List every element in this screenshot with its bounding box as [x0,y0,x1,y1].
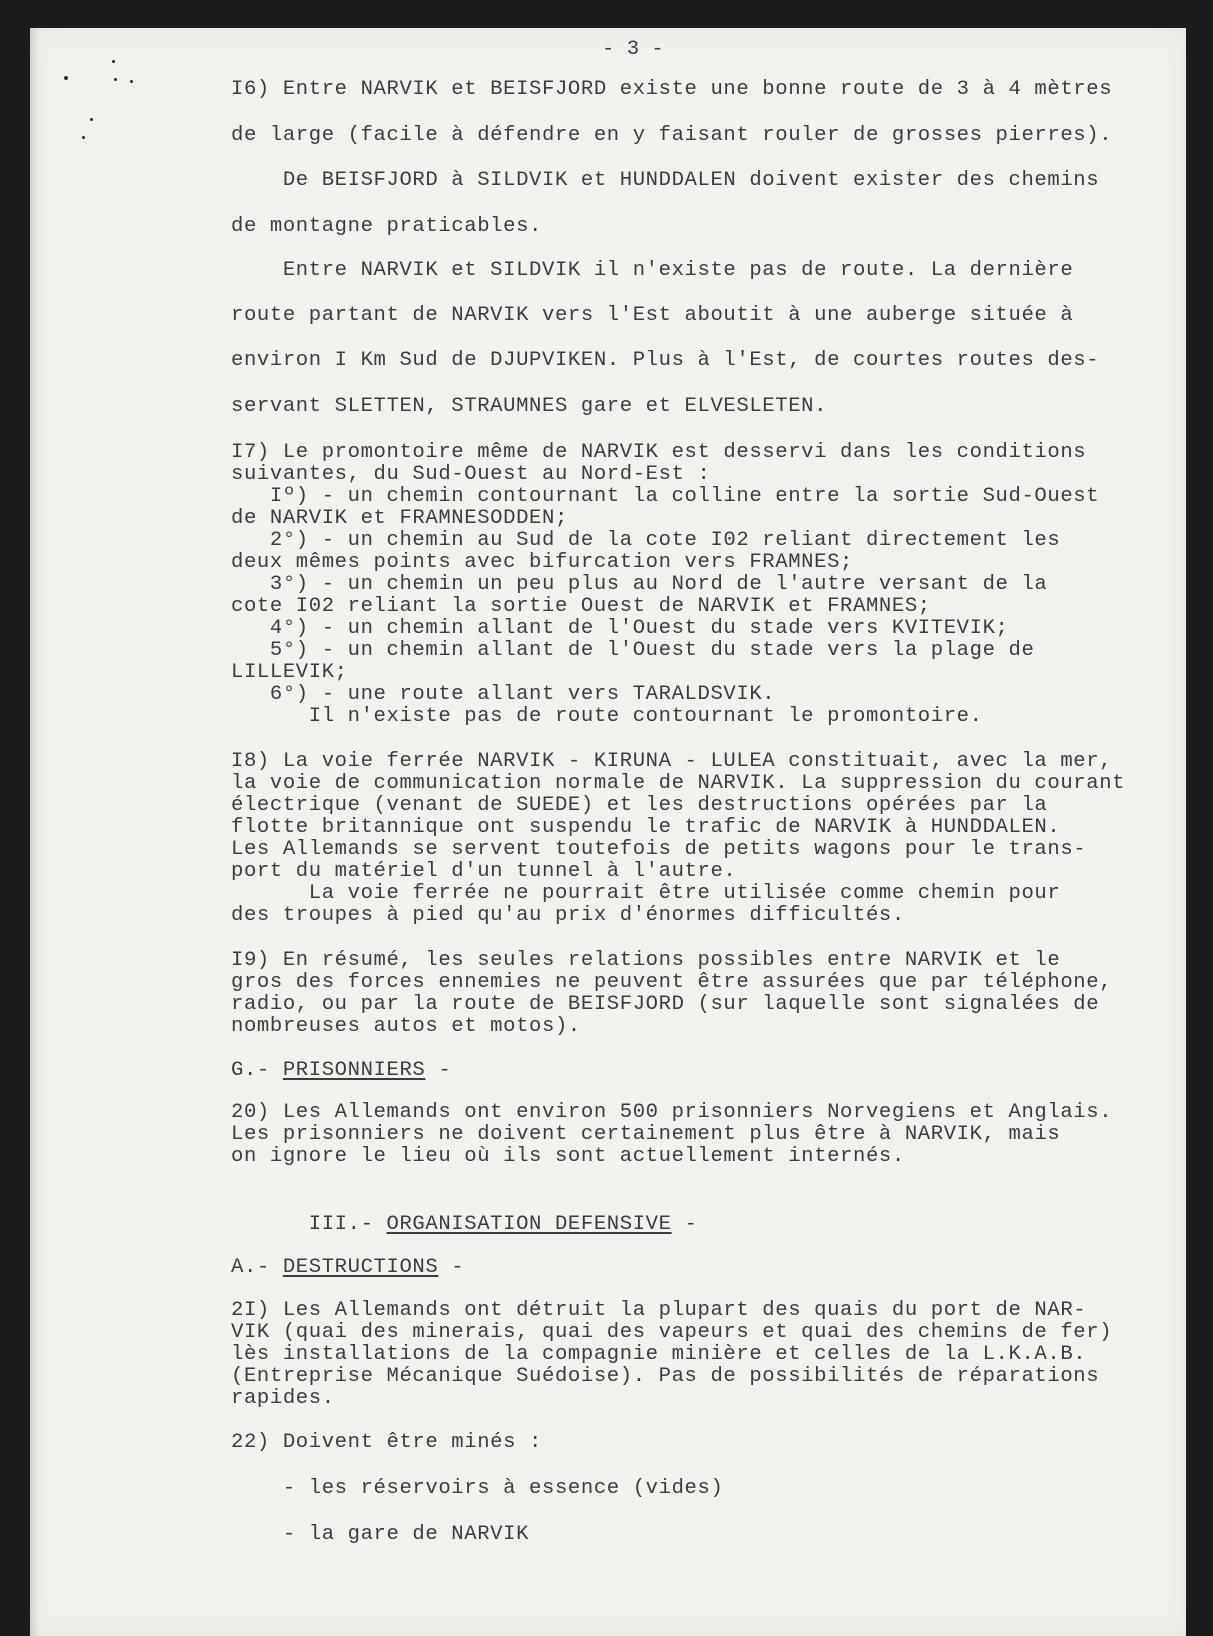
heading-prefix: III.- [231,1213,387,1236]
text-line: LILLEVIK; [231,661,348,684]
heading-suffix: - [425,1059,452,1082]
text-line: I8) La voie ferrée NARVIK - KIRUNA - LULEA constituait, avec la mer, [231,750,1113,773]
text-line: flotte britannique ont suspendu le trafic de NARVIK à HUNDDALEN. [231,816,1061,839]
text-line: la voie de communication normale de NARVIK. La suppression du courant [231,772,1126,795]
text-line: port du matériel d'un tunnel à l'autre. [231,860,737,883]
text-line: radio, ou par la route de BEISFJORD (sur laquelle sont signalées de [231,993,1100,1016]
text-line: deux mêmes points avec bifurcation vers FRAMNES; [231,551,853,574]
text-line: route partant de NARVIK vers l'Est aboutit à une auberge située à [231,304,1074,327]
text-line: - la gare de NARVIK [231,1523,530,1546]
text-line: des troupes à pied qu'au prix d'énormes difficultés. [231,904,905,927]
heading-suffix: - [671,1213,698,1236]
text-line: suivantes, du Sud-Ouest au Nord-Est : [231,463,711,486]
text-line: 3°) - un chemin un peu plus au Nord de l'autre versant de la [231,573,1048,596]
text-line: de large (facile à défendre en y faisant rouler de grosses pierres). [231,124,1113,147]
text-line: 2°) - un chemin au Sud de la cote I02 reliant directement les [231,529,1061,552]
text-line: Les Allemands se servent toutefois de petits wagons pour le trans- [231,838,1087,861]
text-line: I6) Entre NARVIK et BEISFJORD existe une bonne route de 3 à 4 mètres [231,78,1113,101]
text-line: 22) Doivent être minés : [231,1431,542,1454]
text-line: 20) Les Allemands ont environ 500 prisonniers Norvegiens et Anglais. [231,1101,1113,1124]
heading-suffix: - [438,1256,465,1279]
text-line: Il n'existe pas de route contournant le promontoire. [231,705,983,728]
text-line: (Entreprise Mécanique Suédoise). Pas de possibilités de réparations [231,1365,1100,1388]
text-line: électrique (venant de SUEDE) et les destructions opérées par la [231,794,1048,817]
text-line: De BEISFJORD à SILDVIK et HUNDDALEN doivent exister des chemins [231,169,1100,192]
text-line: servant SLETTEN, STRAUMNES gare et ELVESLETEN. [231,395,828,418]
heading-title: DESTRUCTIONS [282,1256,439,1279]
text-line: Entre NARVIK et SILDVIK il n'existe pas de route. La dernière [231,259,1074,282]
text-line: de NARVIK et FRAMNESODDEN; [231,507,568,530]
section-heading-a [231,1257,464,1279]
speck-mark [90,118,93,121]
text-line: La voie ferrée ne pourrait être utilisée comme chemin pour [231,882,1061,905]
heading-title: PRISONNIERS [282,1059,426,1082]
text-line: nombreuses autos et motos). [231,1015,581,1038]
text-line: - les réservoirs à essence (vides) [231,1477,724,1500]
text-line: 2I) Les Allemands ont détruit la plupart des quais du port de NAR- [231,1299,1087,1322]
text-line: on ignore le lieu où ils sont actuellement internés. [231,1145,905,1168]
document-page [30,28,1186,1636]
text-line: VIK (quai des minerais, quai des vapeurs et quai des chemins de fer) [231,1321,1113,1344]
text-line: environ I Km Sud de DJUPVIKEN. Plus à l'Est, de courtes routes des- [231,349,1100,372]
speck-mark [82,136,85,139]
speck-mark [114,78,117,81]
speck-mark [130,80,133,83]
heading-prefix: G.- [231,1059,283,1082]
text-line: gros des forces ennemies ne peuvent être assurées que par téléphone, [231,971,1113,994]
text-line: lès installations de la compagnie minière et celles de la L.K.A.B. [231,1343,1087,1366]
speck-mark [112,60,115,63]
text-line: 5°) - un chemin allant de l'Ouest du stade vers la plage de [231,639,1035,662]
heading-prefix: A.- [231,1256,283,1279]
text-line: 6°) - une route allant vers TARALDSVIK. [231,683,776,706]
text-line: I9) En résumé, les seules relations possibles entre NARVIK et le [231,949,1061,972]
text-line: rapides. [231,1387,335,1410]
section-heading-g [231,1060,451,1082]
speck-mark [64,76,68,80]
page-number: - 3 - [602,38,664,61]
text-line: cote I02 reliant la sortie Ouest de NARVIK et FRAMNES; [231,595,931,618]
text-line: 4°) - un chemin allant de l'Ouest du stade vers KVITEVIK; [231,617,1009,640]
text-line: de montagne praticables. [231,215,542,238]
section-heading-iii [231,1214,698,1236]
text-line: I7) Le promontoire même de NARVIK est desservi dans les conditions [231,441,1087,464]
text-line: Iº) - un chemin contournant la colline entre la sortie Sud-Ouest [231,485,1100,508]
page-edge-shadow [30,28,40,1636]
text-line: Les prisonniers ne doivent certainement plus être à NARVIK, mais [231,1123,1061,1146]
heading-title: ORGANISATION DEFENSIVE [386,1213,672,1236]
